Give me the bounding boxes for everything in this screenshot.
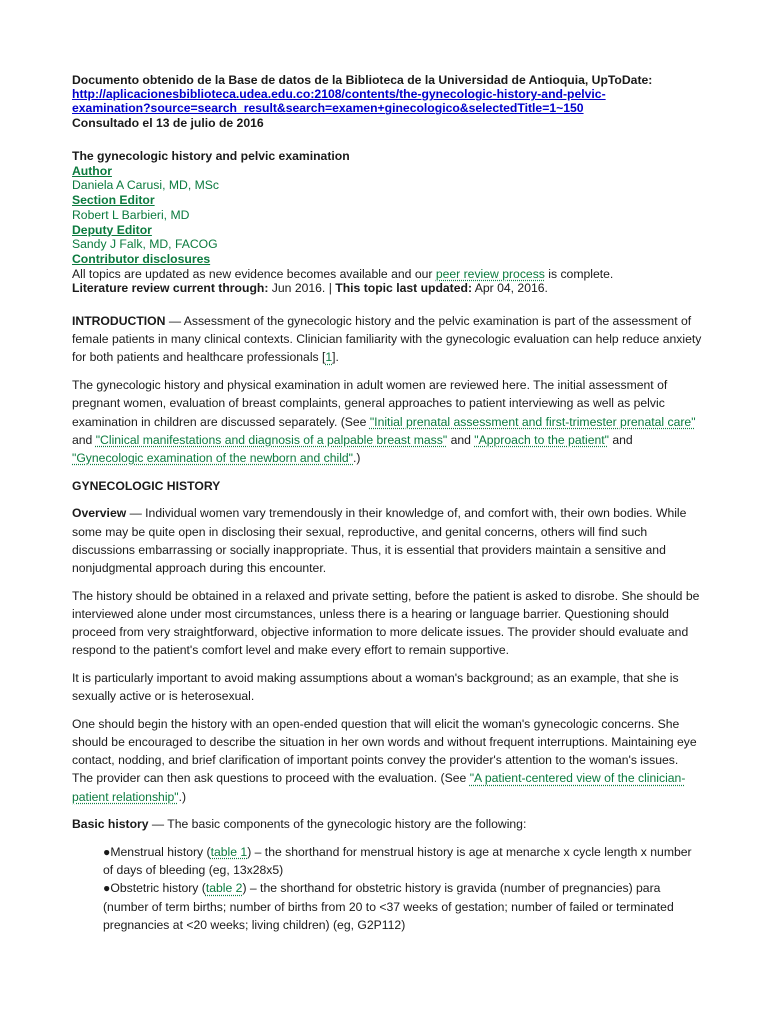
introduction-text: — Assessment of the gynecologic history and the pelvic examination is part of the assessment of female patients in many clinical contexts. Clinician familiarity with the gynecologic evaluation can help reduce anxiety for both patients and healthcare professionals [: [72, 314, 702, 365]
author-label-link[interactable]: Author: [72, 163, 112, 178]
assumptions-paragraph: It is particularly important to avoid making assumptions about a woman's background; as an example, that she is sexually active or is heterosexual.: [72, 670, 679, 704]
overview-text: — Individual women vary tremendously in their knowledge of, and comfort with, their own bodies. While some may be quite open in disclosing their sexual, reproductive, and genital concerns, others will find such discussions embarrassing or socially inappropriate. Thus, it is essential that providers maintain a sensitive and nonjudgmental approach during this encounter.: [72, 506, 687, 575]
update-policy-line: [72, 267, 613, 282]
table-2-link[interactable]: table 2: [205, 881, 243, 896]
article-body: [72, 312, 702, 934]
document-source-header: [72, 73, 652, 130]
open-ended-end: .): [178, 789, 187, 804]
lit-review-value: Jun 2016. |: [268, 281, 336, 296]
review-dates-line: [72, 281, 613, 296]
scope-end: .): [353, 450, 361, 465]
topic-metadata: [72, 149, 613, 296]
scope-and-2: and: [447, 432, 475, 447]
last-updated-value: Apr 04, 2016.: [472, 281, 548, 296]
prenatal-assessment-link[interactable]: "Initial prenatal assessment and first-trimester prenatal care": [369, 414, 696, 429]
scope-paragraph: [72, 376, 702, 467]
basic-history-text: — The basic components of the gynecologic history are the following:: [148, 817, 527, 832]
section-editor-name-link[interactable]: Robert L Barbieri, MD: [72, 207, 190, 222]
menstrual-history-text: ) – the shorthand for menstrual history is age at menarche x cycle length x number of days of bleeding (eg, 13x28x5): [103, 845, 692, 878]
source-line: Documento obtenido de la Base de datos de la Biblioteca de la Universidad de Antioquia, UpToDate:: [72, 73, 653, 87]
list-item: [72, 879, 702, 934]
reference-1-link[interactable]: 1: [325, 350, 333, 365]
list-item: [72, 843, 702, 879]
basic-history-paragraph: [72, 815, 702, 833]
basic-history-label: Basic history: [72, 817, 149, 832]
section-heading: GYNECOLOGIC HISTORY: [72, 478, 221, 493]
approach-to-patient-link[interactable]: "Approach to the patient": [474, 432, 609, 447]
overview-paragraph: [72, 504, 702, 577]
scope-and-3: and: [608, 432, 633, 447]
obstetric-history-label: ●Obstetric history (: [103, 881, 206, 896]
contributor-disclosures-link[interactable]: Contributor disclosures: [72, 251, 211, 266]
patient-centered-link[interactable]: "A patient-centered view of the clinician-patient relationship": [72, 771, 686, 804]
introduction-label: INTRODUCTION: [72, 314, 166, 328]
scope-text: The gynecologic history and physical examination in adult women are reviewed here. The initial assessment of pregnant women, evaluation of breast complaints, general approaches to patient interviewing as well as pelvic examination in children are discussed separately. (See: [72, 378, 668, 429]
breast-mass-link[interactable]: "Clinical manifestations and diagnosis of a palpable breast mass": [95, 432, 448, 447]
consulted-date: Consultado el 13 de julio de 2016: [72, 115, 264, 130]
scope-and-1: and: [72, 432, 96, 447]
source-url-line-1[interactable]: http://aplicacionesbiblioteca.udea.edu.co:2108/contents/the-gynecologic-history-and-pelvic-: [72, 87, 606, 102]
open-ended-text: One should begin the history with an open-ended question that will elicit the woman's gynecologic concerns. She should be encouraged to describe the situation in her own words and without frequent interruptions. Maintaining eye contact, nodding, and brief clarification of important points convey the provider's attention to the woman's issues. The provider can then ask questions to proceed with the evaluation. (See: [72, 716, 697, 786]
update-policy-text: All topics are updated as new evidence becomes available and our: [72, 266, 436, 281]
deputy-editor-label-link[interactable]: Deputy Editor: [72, 222, 152, 237]
peer-review-link[interactable]: peer review process: [435, 266, 545, 281]
last-updated-label: This topic last updated:: [335, 281, 473, 296]
introduction-paragraph: [72, 312, 702, 367]
menstrual-history-label: ●Menstrual history (: [103, 845, 211, 860]
section-editor-label-link[interactable]: Section Editor: [72, 193, 155, 208]
overview-label: Overview: [72, 506, 127, 521]
topic-title: The gynecologic history and pelvic examination: [72, 149, 350, 163]
open-ended-paragraph: [72, 715, 702, 806]
source-url-line-2[interactable]: examination?source=search_result&search=examen+ginecologico&selectedTitle=1~150: [72, 101, 584, 116]
history-setting-paragraph: The history should be obtained in a relaxed and private setting, before the patient is asked to disrobe. She should be interviewed alone under most circumstances, unless there is a hearing or language barrier. Questioning should proceed from very straightforward, objective information to more delicate issues. The provider should evaluate and respond to the patient's comfort level and make every effort to remain supportive.: [72, 588, 700, 658]
author-name-link[interactable]: Daniela A Carusi, MD, MSc: [72, 178, 219, 193]
introduction-end: ].: [332, 350, 339, 365]
update-policy-end: is complete.: [544, 266, 614, 281]
deputy-editor-name-link[interactable]: Sandy J Falk, MD, FACOG: [72, 237, 218, 252]
newborn-child-exam-link[interactable]: "Gynecologic examination of the newborn and child": [72, 450, 354, 465]
table-1-link[interactable]: table 1: [210, 845, 248, 860]
lit-review-label: Literature review current through:: [72, 281, 269, 296]
obstetric-history-text: ) – the shorthand for obstetric history is gravida (number of pregnancies) para (number of term births; number of births from 20 to <37 weeks of gestation; number of failed or terminated pregnancies at <20 weeks; living children) (eg, G2P112): [103, 881, 674, 932]
